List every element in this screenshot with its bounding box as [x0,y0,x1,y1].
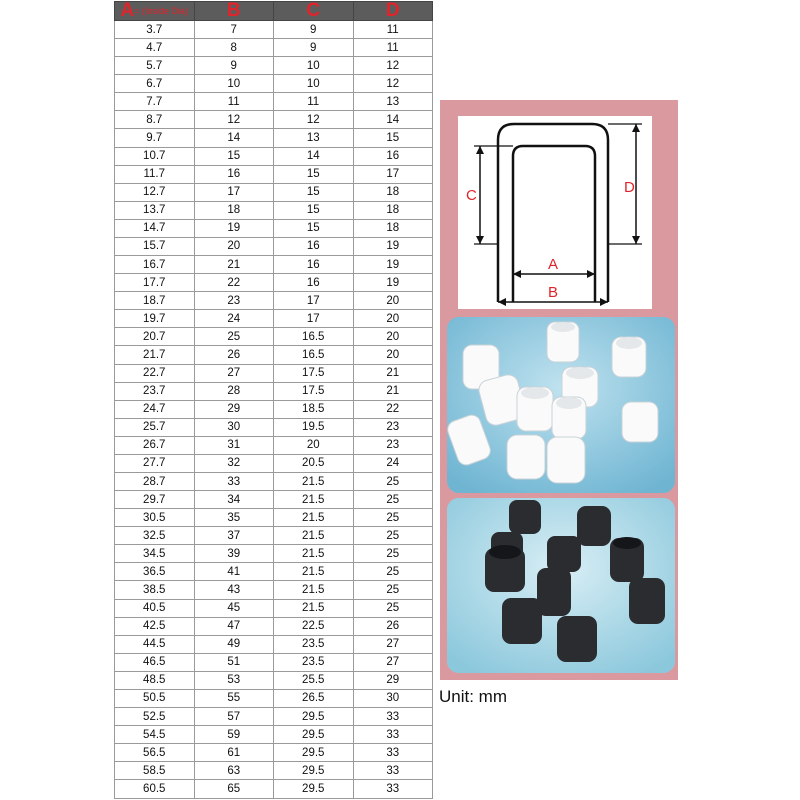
cell-d: 33 [353,726,433,744]
cell-b: 11 [194,93,274,111]
table-row [115,400,433,418]
cell-c: 15 [274,219,354,237]
cell-b: 53 [194,671,274,689]
cell-b: 12 [194,111,274,129]
cell-c: 26.5 [274,689,354,707]
table-row [115,418,433,436]
table-row [115,472,433,490]
cell-a: 34.5 [115,545,195,563]
header-b: B [194,2,274,21]
cell-b: 16 [194,165,274,183]
cell-a: 7.7 [115,93,195,111]
table-row [115,256,433,274]
cell-d: 27 [353,635,433,653]
cell-b: 24 [194,310,274,328]
cell-a: 12.7 [115,183,195,201]
cell-c: 9 [274,39,354,57]
table-row [115,111,433,129]
cell-d: 23 [353,418,433,436]
cell-d: 12 [353,75,433,93]
cell-b: 20 [194,237,274,255]
cell-b: 51 [194,653,274,671]
cell-a: 3.7 [115,21,195,39]
cell-a: 40.5 [115,599,195,617]
cell-b: 15 [194,147,274,165]
table-row [115,653,433,671]
table-row [115,780,433,799]
dimension-diagram [458,116,652,309]
table-row [115,436,433,454]
cell-a: 6.7 [115,75,195,93]
cell-d: 11 [353,21,433,39]
cell-a: 17.7 [115,274,195,292]
cell-d: 22 [353,400,433,418]
cell-d: 25 [353,509,433,527]
cell-b: 33 [194,472,274,490]
cell-d: 12 [353,57,433,75]
table-row [115,75,433,93]
cell-c: 9 [274,21,354,39]
cell-c: 29.5 [274,762,354,780]
cell-a: 56.5 [115,744,195,762]
table-row [115,147,433,165]
cell-a: 38.5 [115,581,195,599]
cell-b: 59 [194,726,274,744]
cell-b: 55 [194,689,274,707]
cell-d: 13 [353,93,433,111]
cell-b: 27 [194,364,274,382]
cell-c: 18.5 [274,400,354,418]
table-row [115,671,433,689]
table-row [115,93,433,111]
cell-d: 17 [353,165,433,183]
table-row [115,165,433,183]
cell-a: 14.7 [115,219,195,237]
cell-a: 54.5 [115,726,195,744]
cell-a: 36.5 [115,563,195,581]
cell-a: 25.7 [115,418,195,436]
table-row [115,545,433,563]
table-row [115,274,433,292]
white-caps-illustration [447,317,675,493]
header-a [115,2,195,21]
cell-a: 50.5 [115,689,195,707]
cell-a: 4.7 [115,39,195,57]
cell-c: 29.5 [274,780,354,799]
cell-a: 20.7 [115,328,195,346]
table-row [115,292,433,310]
cell-b: 22 [194,274,274,292]
cell-c: 17.5 [274,382,354,400]
cell-b: 41 [194,563,274,581]
cell-a: 22.7 [115,364,195,382]
table-row [115,689,433,707]
cell-a: 10.7 [115,147,195,165]
cell-d: 18 [353,201,433,219]
cell-d: 25 [353,599,433,617]
cell-b: 63 [194,762,274,780]
cell-a: 29.7 [115,491,195,509]
cell-b: 35 [194,509,274,527]
cell-c: 10 [274,57,354,75]
cell-d: 18 [353,183,433,201]
cell-c: 15 [274,165,354,183]
cell-d: 33 [353,762,433,780]
cell-d: 25 [353,563,433,581]
cell-d: 20 [353,292,433,310]
cell-b: 43 [194,581,274,599]
cell-c: 21.5 [274,491,354,509]
cell-d: 19 [353,237,433,255]
table-row [115,129,433,147]
table-row [115,635,433,653]
cell-b: 45 [194,599,274,617]
table-row [115,563,433,581]
table-row [115,39,433,57]
table-row [115,617,433,635]
cell-d: 33 [353,707,433,725]
cell-a: 46.5 [115,653,195,671]
cell-a: 60.5 [115,780,195,799]
cell-d: 25 [353,491,433,509]
cell-d: 25 [353,581,433,599]
cell-c: 21.5 [274,545,354,563]
cell-a: 58.5 [115,762,195,780]
table-row [115,57,433,75]
cell-d: 25 [353,545,433,563]
cell-d: 29 [353,671,433,689]
table-row [115,726,433,744]
cell-b: 47 [194,617,274,635]
cell-c: 16.5 [274,346,354,364]
cell-d: 20 [353,328,433,346]
cell-d: 33 [353,744,433,762]
cell-c: 19.5 [274,418,354,436]
cell-a: 48.5 [115,671,195,689]
label-a: A [548,256,559,273]
cell-b: 29 [194,400,274,418]
cell-d: 19 [353,256,433,274]
label-c: C [466,187,477,204]
cell-a: 8.7 [115,111,195,129]
cell-c: 12 [274,111,354,129]
cell-b: 39 [194,545,274,563]
cell-b: 31 [194,436,274,454]
cell-c: 20.5 [274,454,354,472]
table-row [115,21,433,39]
table-header-row [115,2,433,21]
header-a-letter: A [120,0,135,22]
cell-c: 23.5 [274,653,354,671]
cell-c: 22.5 [274,617,354,635]
cell-a: 30.5 [115,509,195,527]
cell-a: 16.7 [115,256,195,274]
cell-b: 32 [194,454,274,472]
cell-c: 17.5 [274,364,354,382]
table-row [115,310,433,328]
cell-b: 28 [194,382,274,400]
cell-b: 14 [194,129,274,147]
cell-b: 21 [194,256,274,274]
cell-c: 29.5 [274,744,354,762]
cell-c: 11 [274,93,354,111]
cell-a: 27.7 [115,454,195,472]
cell-c: 21.5 [274,509,354,527]
cell-b: 18 [194,201,274,219]
cell-d: 27 [353,653,433,671]
cell-c: 29.5 [274,726,354,744]
table-row [115,744,433,762]
cell-c: 21.5 [274,581,354,599]
table-row [115,328,433,346]
table-row [115,491,433,509]
cell-d: 18 [353,219,433,237]
cell-d: 20 [353,346,433,364]
cell-d: 26 [353,617,433,635]
cell-b: 37 [194,527,274,545]
cell-a: 11.7 [115,165,195,183]
cell-b: 65 [194,780,274,799]
cell-a: 21.7 [115,346,195,364]
cell-a: 23.7 [115,382,195,400]
table-row [115,599,433,617]
black-caps-photo [447,498,675,673]
cell-a: 52.5 [115,707,195,725]
cell-a: 9.7 [115,129,195,147]
cell-a: 18.7 [115,292,195,310]
cell-d: 30 [353,689,433,707]
table-body [115,21,433,799]
cell-c: 16.5 [274,328,354,346]
cell-b: 8 [194,39,274,57]
cell-a: 26.7 [115,436,195,454]
cell-d: 16 [353,147,433,165]
cell-c: 20 [274,436,354,454]
cell-a: 13.7 [115,201,195,219]
cell-b: 25 [194,328,274,346]
table-row [115,219,433,237]
cell-d: 23 [353,436,433,454]
table-row [115,527,433,545]
cap-cross-section-diagram [458,116,652,309]
cell-b: 23 [194,292,274,310]
cell-d: 21 [353,382,433,400]
cell-d: 19 [353,274,433,292]
cell-a: 44.5 [115,635,195,653]
cell-b: 34 [194,491,274,509]
cell-a: 42.5 [115,617,195,635]
table-row [115,382,433,400]
cell-c: 29.5 [274,707,354,725]
cell-b: 10 [194,75,274,93]
cell-a: 15.7 [115,237,195,255]
cell-c: 15 [274,183,354,201]
cell-c: 16 [274,274,354,292]
cell-c: 13 [274,129,354,147]
table-row [115,346,433,364]
header-d: D [353,2,433,21]
cell-b: 61 [194,744,274,762]
cell-a: 32.5 [115,527,195,545]
cell-c: 17 [274,292,354,310]
cell-d: 15 [353,129,433,147]
cell-b: 9 [194,57,274,75]
table-row [115,509,433,527]
cell-b: 7 [194,21,274,39]
cell-b: 26 [194,346,274,364]
cell-c: 21.5 [274,527,354,545]
table-row [115,237,433,255]
cell-b: 30 [194,418,274,436]
cell-a: 28.7 [115,472,195,490]
cell-a: 19.7 [115,310,195,328]
label-d: D [624,179,635,196]
table-row [115,183,433,201]
cell-b: 49 [194,635,274,653]
cell-c: 14 [274,147,354,165]
label-b: B [548,284,559,301]
cell-c: 17 [274,310,354,328]
header-a-note: = (Inside Dia) [134,6,188,16]
cell-a: 24.7 [115,400,195,418]
cell-b: 17 [194,183,274,201]
table-row [115,707,433,725]
table-row [115,454,433,472]
cell-d: 24 [353,454,433,472]
cell-c: 21.5 [274,563,354,581]
cell-d: 20 [353,310,433,328]
unit-label: Unit: mm [439,687,507,706]
header-c: C [274,2,354,21]
cell-d: 25 [353,527,433,545]
cell-d: 11 [353,39,433,57]
table-row [115,364,433,382]
white-caps-photo [447,317,675,493]
black-caps-illustration [447,498,675,673]
table-row [115,581,433,599]
cell-b: 57 [194,707,274,725]
cell-d: 25 [353,472,433,490]
cell-d: 21 [353,364,433,382]
cell-c: 10 [274,75,354,93]
cell-d: 33 [353,780,433,799]
cell-c: 21.5 [274,599,354,617]
cell-c: 16 [274,256,354,274]
cell-b: 19 [194,219,274,237]
cell-a: 5.7 [115,57,195,75]
table-row [115,762,433,780]
cell-c: 16 [274,237,354,255]
cell-d: 14 [353,111,433,129]
cell-c: 23.5 [274,635,354,653]
size-table [114,1,433,799]
cell-c: 15 [274,201,354,219]
cell-c: 25.5 [274,671,354,689]
table-row [115,201,433,219]
cell-c: 21.5 [274,472,354,490]
